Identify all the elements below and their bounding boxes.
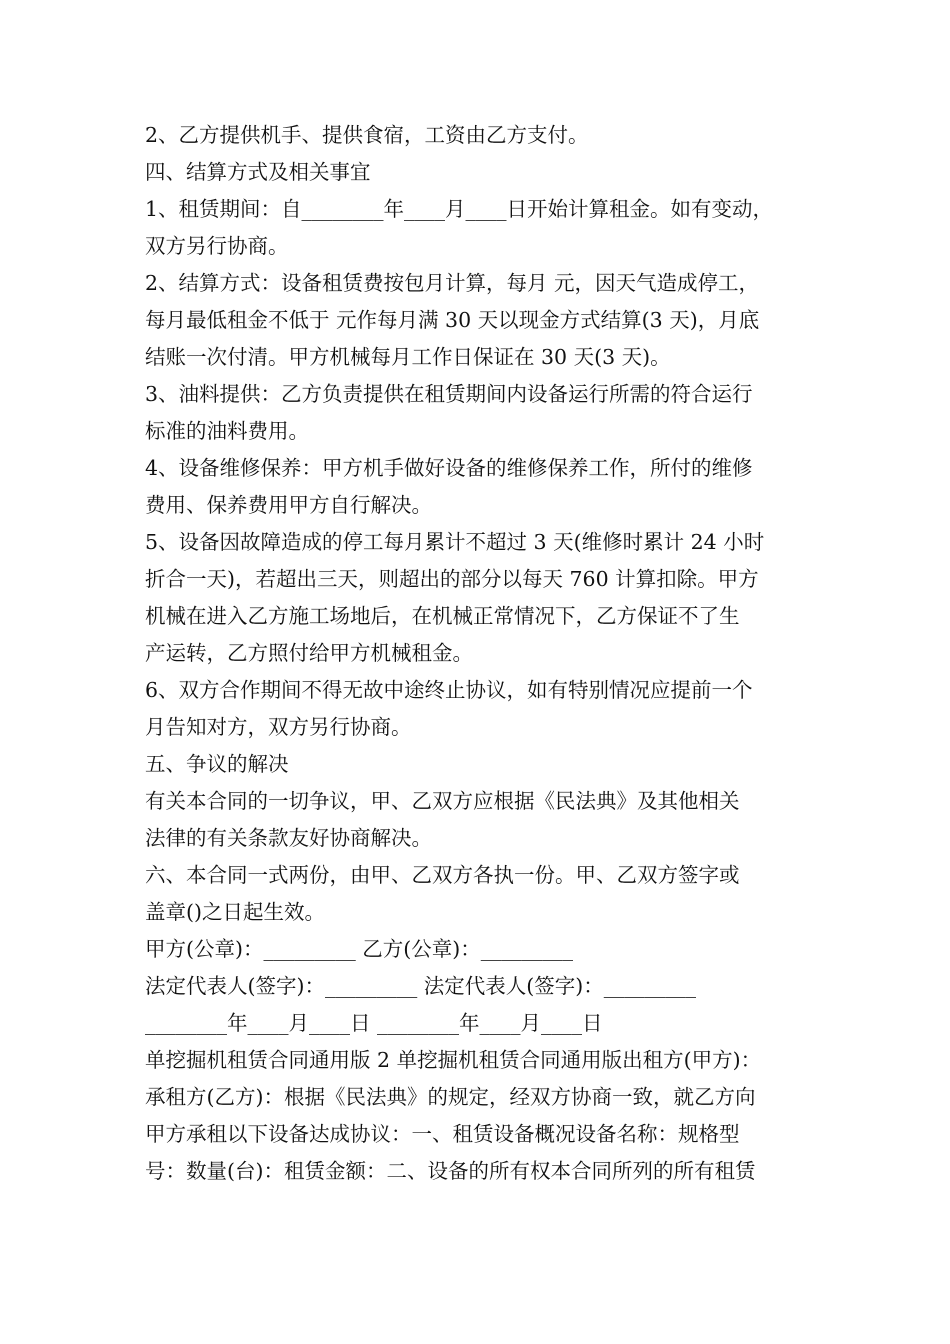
- clause-5-downtime-cont: 折合一天)，若超出三天，则超出的部分以每天 760 计算扣除。甲方: [145, 567, 759, 591]
- clause-2-settlement-method: 2、结算方式：设备租赁费按包月计算，每月 元，因天气造成停工，: [145, 271, 760, 295]
- clause-2-settlement-method-cont: 每月最低租金不低于 元作每月满 30 天以现金方式结算(3 天)，月底: [145, 308, 760, 332]
- clause-2-settlement-method-end: 结账一次付清。甲方机械每月工作日保证在 30 天(3 天)。: [145, 345, 671, 369]
- clause-2-operator-provision: 2、乙方提供机手、提供食宿，工资由乙方支付。: [145, 123, 589, 147]
- clause-6-termination-cont: 月告知对方，双方另行协商。: [145, 715, 412, 739]
- second-contract-intro-cont: 承租方(乙方)：根据《民法典》的规定，经双方协商一致，就乙方向: [145, 1085, 756, 1109]
- clause-5-downtime-end: 产运转，乙方照付给甲方机械租金。: [145, 641, 473, 665]
- signature-representative-line: 法定代表人(签字)：_________ 法定代表人(签字)：_________: [145, 974, 697, 998]
- clause-3-fuel-supply-cont: 标准的油料费用。: [145, 419, 309, 443]
- clause-4-maintenance: 4、设备维修保养：甲方机手做好设备的维修保养工作，所付的维修: [145, 456, 753, 480]
- clause-5-downtime: 5、设备因故障造成的停工每月累计不超过 3 天(维修时累计 24 小时: [145, 530, 765, 554]
- signature-date-line: ________年____月____日 ________年____月____日: [145, 1011, 603, 1035]
- clause-1-lease-period-cont: 双方另行协商。: [145, 234, 289, 258]
- second-contract-intro: 单挖掘机租赁合同通用版 2 单挖掘机租赁合同通用版出租方(甲方)：: [145, 1048, 762, 1072]
- second-contract-intro-cont-2: 甲方承租以下设备达成协议：一、租赁设备概况设备名称：规格型: [145, 1122, 740, 1146]
- section-4-heading: 四、结算方式及相关事宜: [145, 160, 371, 184]
- section-6-copies: 六、本合同一式两份，由甲、乙双方各执一份。甲、乙双方签字或: [145, 863, 740, 887]
- clause-4-maintenance-cont: 费用、保养费用甲方自行解决。: [145, 493, 432, 517]
- section-6-copies-cont: 盖章()之日起生效。: [145, 900, 325, 924]
- section-5-heading: 五、争议的解决: [145, 752, 289, 776]
- clause-1-lease-period: 1、租赁期间：自________年____月____日开始计算租金。如有变动，: [145, 197, 774, 221]
- signature-seal-line: 甲方(公章)：_________ 乙方(公章)：_________: [145, 937, 574, 961]
- second-contract-intro-cont-3: 号：数量(台)：租赁金额：二、设备的所有权本合同所列的所有租赁: [145, 1159, 756, 1183]
- dispute-resolution-text-cont: 法律的有关条款友好协商解决。: [145, 826, 432, 850]
- clause-3-fuel-supply: 3、油料提供：乙方负责提供在租赁期间内设备运行所需的符合运行: [145, 382, 753, 406]
- dispute-resolution-text: 有关本合同的一切争议，甲、乙双方应根据《民法典》及其他相关: [145, 789, 740, 813]
- clause-6-termination: 6、双方合作期间不得无故中途终止协议，如有特别情况应提前一个: [145, 678, 753, 702]
- clause-5-downtime-cont-2: 机械在进入乙方施工场地后，在机械正常情况下，乙方保证不了生: [145, 604, 740, 628]
- contract-text: [145, 117, 815, 1190]
